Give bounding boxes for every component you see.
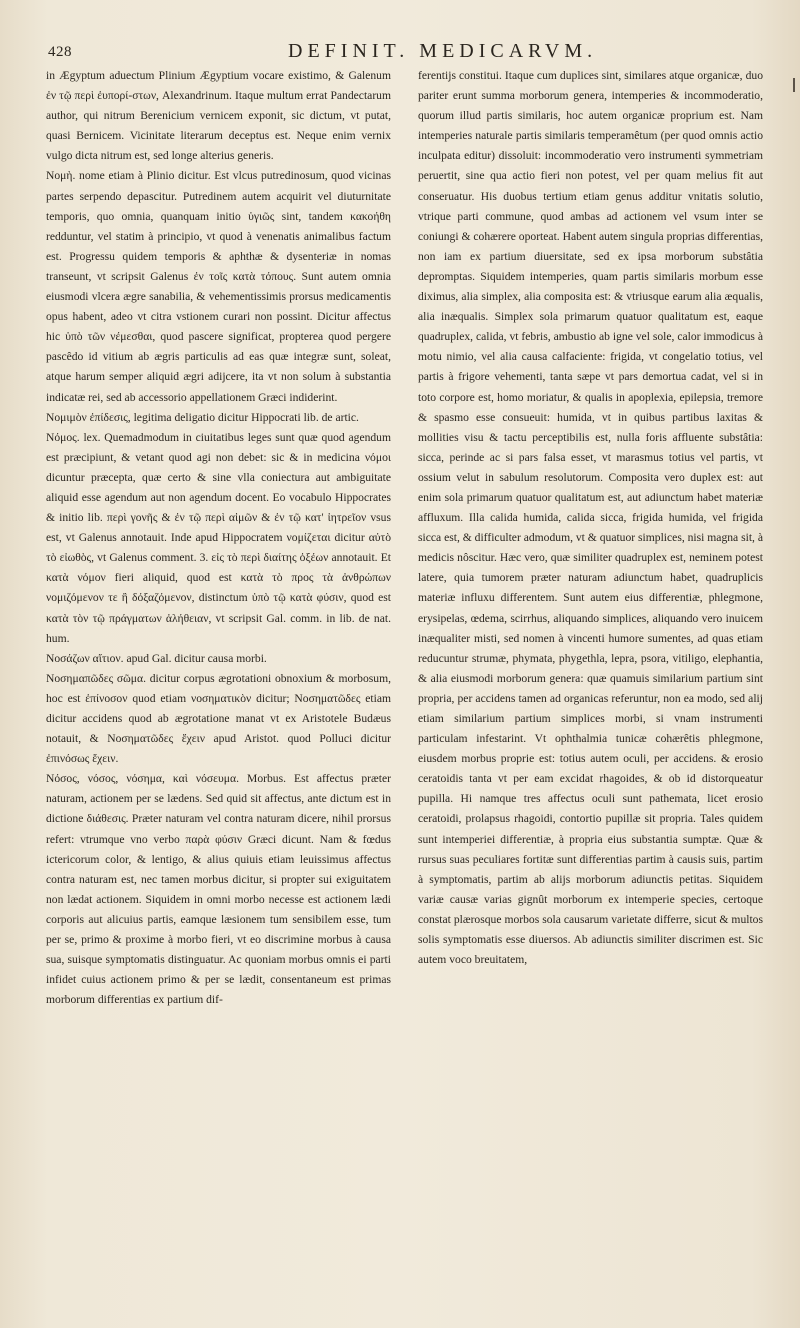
entry-paragraph: Νόσος, νόσος, νόσημα, καὶ νόσευμα. Morbus. Est affectus præter naturam, actionem per se lædens. Sed quid sit affectus, ante dictum est in dictione διάθεσις. Præter naturam vel contra naturam dicere, nihil prorsus refert: vtrumque vno verbo παρὰ φύσιν Græci dicunt. Nam & fœdus ictericorum color, & lentigo, & alius quiuis etiam leuissimus affectus contra naturam est, nec tamen morbus dicitur, si propter sui exiguitatem non lædat actionem. Siquidem in omni morbo necesse est actionem lædi corporis aut alicuius partis, eamque læsionem tum sensibilem esse, tum per se, primo & proxime à morbo fieri, vt eo discrimine morbus à causa sua, suisque symptomatis distinguatur. Ac quoniam morbus omnis ei parti infidet cuius actionem primo & per se lædit, consentaneum est primas morborum differentias ex partium dif- [46, 772, 391, 1007]
right-column [418, 66, 763, 1306]
running-title: DEFINIT. MEDICARVM. [288, 40, 598, 62]
entry-paragraph: Νοσημαπῶδες σῶμα. dicitur corpus ægrotationi obnoxium & morbosum, hoc est ἐπίνοσον quod etiam νοσηματικὸν dicitur; Νοσηματῶδες etiam dicitur accidens quod ab ægrotatione manat vt ex Aristotele Budæus notauit, & Νοσηματῶδες ἔχειν apud Aristot. quod Polluci dicitur ἐπινόσως ἔχειν. [46, 671, 391, 766]
page-header [48, 40, 780, 66]
page-number: 428 [48, 44, 72, 60]
entry-paragraph: in Ægyptum aduectum Plinium Ægyptium vocare existimo, & Galenum ἐν τῷ περὶ ἐυπορί-στων, Alexandrinum. Itaque multum errat Pandectarum author, qui nitrum Berenicium vernicem exponit, sic dictum, vt putat, quasi Bernicem. Vicinitate literarum deceptus est. Neque enim vernix vulgo dicta nitrum est, sed longe alterius generis. [46, 69, 391, 163]
entry-paragraph: Νοσάζων αἴτιον. apud Gal. dicitur causa morbi. [46, 651, 267, 665]
entry-paragraph: Νομὴ. nome etiam à Plinio dicitur. Est vlcus putredinosum, quod vicinas partes serpendo depascitur. Putredinem autem acquirit vel diuturnitate temporis, quo omnia, quanquam initio ὑγιῶς sint, tandem κακοήθη redduntur, vel statim à principio, vt quod à venenatis animalibus factum est. Progressu quidem temporis & aphthæ & dysenteriæ in nomas transeunt, vt scripsit Galenus ἐν τοῖς κατὰ τόπους. Sunt autem omnia eiusmodi vlcera ægre sanabilia, & vehementissimis prorsus medicamentis opus habent, adeo vt citra vstionem curari non possint. Dicitur affectus hic ὑπὸ τῶν νέμεσθαι, quod pascere significat, propterea quod pergere pascêdo id vitium ab ægris particulis ad eas quæ integræ sunt, soleat, atque harum semper aliquid ægri adijcere, ita vt non solum à substantia indicatæ rei, sed ab accessorio appellationem Græci indiderint. [46, 169, 391, 404]
left-column [46, 66, 391, 1306]
entry-paragraph: ferentijs constitui. Itaque cum duplices sint, similares atque organicæ, duo pariter erunt summa morborum genera, intemperies & incommoderatio, quorum illud partis similaris, hoc autem organicæ proprium est. Nam intemperies naturale partis similaris temperamêtum (per quod omnis actio inculpata editur) dissoluit: incommoderatio vero instrumenti symmetriam peruertit, sine qua actio fieri non potest, vel per quam melius fit aut conseruatur. His duobus tertium etiam genus additur vnitatis solutio, vtrique parti commune, quod ambas ad actionem vel vsum inter se coniungi & cohærere oporteat. Habent autem singula proprias differentias, non iam ex partium diuersitate, sed ex ipsa morborum substâtia depromptas. Siquidem intemperies, quam partis similaris morbum esse diximus, alia simplex, alia composita est: & vtriusque earum alia æqualis, alia inæqualis. Simplex sola primarum quatuor qualitatum est, eaque quadruplex, calida, vt febris, ambustio ab igne vel sole, calor immodicus à motu nimio, vel alia causa calfaciente: frigida, vt congelatio totius, vel partis à frigore vehementi, tanta sæpe vt pars demortua cadat, vel si in toto corpore est, homo moriatur, & qualis in apoplexia, epilepsia, tremore & spasmo esse consueuit: humida, vt in quibus partibus laxitas & mollities visu & tactu perceptibilis est, nulla foris affluente substâtia: sicca, perinde ac si pars falsa esset, vt marasmus totius vel partis, vt ossium velut in sabulum resolutorum. Composita vero duplex est: aut enim sola primarum quatuor qualitatum est, aut adiunctum habet materiæ affluxum. Illa calida humida, calida sicca, frigida humida, vel frigida sicca est, & difficulter admodum, vt & quatuor simplices, nisi magna sit, à medicis nôscitur. Hæc vero, quæ similiter quadruplex est, neminem potest latere, quia tumorem præter naturam adiunctum habet, quadruplicis materiæ influxu differentem. Sunt autem eius differentiæ, phlegmone, erysipelas, œdema, scirrhus, aliquando simplices, aliquando vero inuicem inæqualiter misti, sed nomen à vincenti humore sumentes, ad quas etiam reducuntur strumæ, phymata, phygethla, lepra, psora, vitiligo, elephantia, & alia eiusmodi morborum genera: quæ quamuis similarium partium sint propria, per accidens tamen ad organicas referuntur, non ea modo, sed alij etiam similarium partium simplices morbi, si vnam instrumenti particulam infestarint. Vt ophthalmia tunicæ cohærêtis phlegmone, eiusdem morbus proprie est: totius autem oculi, per accidens. & erosio ceratoidis tanta vt per eam excidat rhagoides, & ob id distorqueatur pupilla. Hi namque tres affectus oculi sunt pathemata, licet erosio ceratoidi, prolapsus rhagoidi, contortio pupillæ sit propria. Tales quidem sunt intemperiei differentiæ, à propria eius substantia sumptæ. Quæ & rursus suas peculiares fortitæ sunt differentias partim à causis suis, partim à symptomatis, partim ab alijs morborum adiunctis petitas. Siquidem variæ causæ varias gignût morborum ex intemperie species, certoque constat plærosque morbos sola causarum varietate differre, sicut & multos solis symptomatis esse diuersos. Ab adiunctis similiter discrimen est. Sic autem voco breuitatem, [418, 69, 763, 967]
margin-mark [793, 78, 795, 92]
entry-paragraph: Νόμος. lex. Quemadmodum in ciuitatibus leges sunt quæ quod agendum est præcipiunt, & vetant quod agi non debet: sic & in medicina νόμοι dicuntur præcepta, quæ certo & sine vlla coniectura aut ambiguitate aliquid esse agendum aut non agendum docent. Eo vocabulo Hippocrates & initio lib. περὶ γονῆς & ἐν τῷ περὶ αἱμῶν & ἐν τῷ κατ' ἰητρεῖον vsus est, vt Galenus annotauit. Inde apud Hippocratem νομίζεται dicitur αὐτὸ τὸ εἰωθὸς, vt Galenus comment. 3. εἰς τὸ περὶ διαίτης ὀξέων annotauit. Et κατὰ νόμον fieri aliquid, quod est κατὰ τὸ προς τὰ ἀνθρώπων νομιζόμενον τε ἢ δόξαζόμενον, distinctum ὑπὸ τῷ κατὰ φύσιν, quod est κατὰ τὸν τῷ πράγματων ἀλήθειαν, vt scripsit Gal. comm. in lib. de nat. hum. [46, 430, 391, 645]
entry-paragraph: Νομιμὸν ἐπίδεσις, legitima deligatio dicitur Hippocrati lib. de artic. [46, 410, 359, 424]
